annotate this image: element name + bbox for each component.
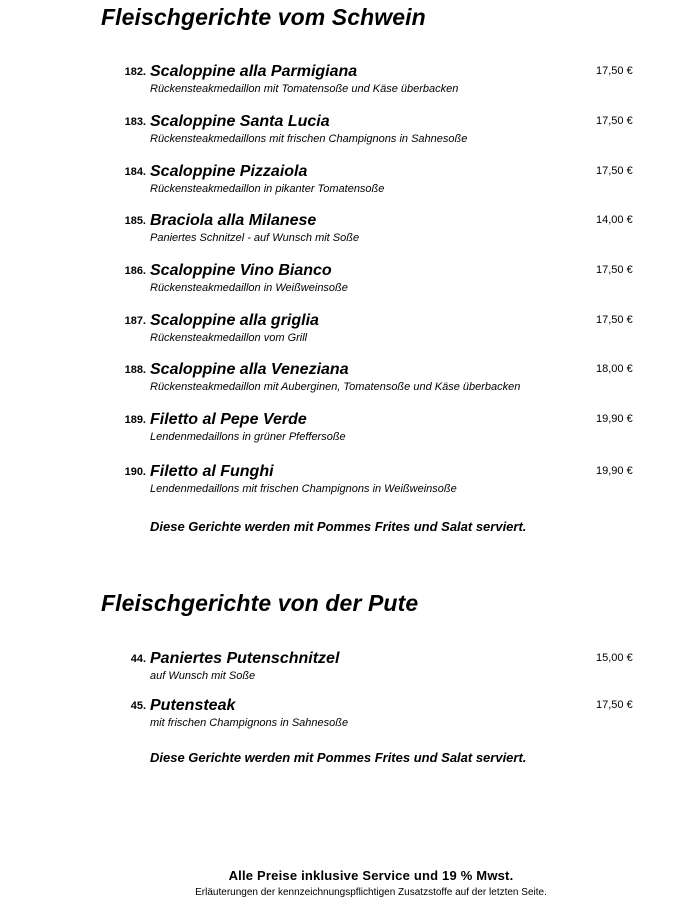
item-name: Putensteak <box>150 697 236 714</box>
item-name: Scaloppine alla Veneziana <box>150 361 349 378</box>
item-number: 183. <box>124 116 146 128</box>
item-name: Scaloppine Vino Bianco <box>150 262 332 279</box>
item-price: 17,50 € <box>596 115 633 127</box>
item-price: 14,00 € <box>596 214 633 226</box>
item-description: Rückensteakmedaillons mit frischen Champignons in Sahnesoße <box>150 133 468 145</box>
item-name: Braciola alla Milanese <box>150 212 317 229</box>
item-name: Scaloppine Pizzaiola <box>150 163 308 180</box>
item-number: 184. <box>124 166 146 178</box>
item-description: mit frischen Champignons in Sahnesoße <box>150 717 349 729</box>
item-number: 186. <box>124 265 146 277</box>
item-price: 17,50 € <box>596 314 633 326</box>
item-number: 188. <box>124 364 146 376</box>
price-info: Alle Preise inklusive Service und 19 % Mwst. <box>228 868 514 883</box>
item-number: 182. <box>124 66 146 78</box>
section-title-pute: Fleischgerichte von der Pute <box>101 590 419 616</box>
side-dish-note: Diese Gerichte werden mit Pommes Frites und Salat serviert. <box>150 750 527 765</box>
item-price: 17,50 € <box>596 264 633 276</box>
item-description: auf Wunsch mit Soße <box>150 670 256 682</box>
item-name: Filetto al Funghi <box>150 463 274 480</box>
item-number: 45. <box>130 700 146 712</box>
item-price: 17,50 € <box>596 165 633 177</box>
item-name: Filetto al Pepe Verde <box>150 411 307 428</box>
item-name: Scaloppine alla griglia <box>150 312 319 329</box>
section-title-schwein: Fleischgerichte vom Schwein <box>101 4 426 30</box>
item-description: Rückensteakmedaillon mit Auberginen, Tomatensoße und Käse überbacken <box>150 381 521 393</box>
item-price: 15,00 € <box>596 652 633 664</box>
item-description: Rückensteakmedaillon in pikanter Tomatensoße <box>150 183 385 195</box>
side-dish-note: Diese Gerichte werden mit Pommes Frites und Salat serviert. <box>150 519 527 534</box>
item-description: Rückensteakmedaillon vom Grill <box>150 332 308 344</box>
item-price: 17,50 € <box>596 699 633 711</box>
item-name: Paniertes Putenschnitzel <box>150 650 340 667</box>
item-description: Paniertes Schnitzel - auf Wunsch mit Soße <box>150 232 360 244</box>
item-name: Scaloppine alla Parmigiana <box>150 63 358 80</box>
item-price: 18,00 € <box>596 363 633 375</box>
item-description: Lendenmedaillons in grüner Pfeffersoße <box>150 431 346 443</box>
additives-info: Erläuterungen der kennzeichnungspflichtigen Zusatzstoffe auf der letzten Seite. <box>195 887 547 898</box>
item-description: Rückensteakmedaillon mit Tomatensoße und Käse überbacken <box>150 83 459 95</box>
item-price: 19,90 € <box>596 413 633 425</box>
item-price: 17,50 € <box>596 65 633 77</box>
item-number: 190. <box>124 466 146 478</box>
item-number: 189. <box>124 414 146 426</box>
item-number: 185. <box>124 215 146 227</box>
item-name: Scaloppine Santa Lucia <box>150 113 330 130</box>
item-number: 44. <box>130 653 146 665</box>
item-description: Rückensteakmedaillon in Weißweinsoße <box>150 282 348 294</box>
item-price: 19,90 € <box>596 465 633 477</box>
item-description: Lendenmedaillons mit frischen Champignons in Weißweinsoße <box>150 483 457 495</box>
item-number: 187. <box>124 315 146 327</box>
